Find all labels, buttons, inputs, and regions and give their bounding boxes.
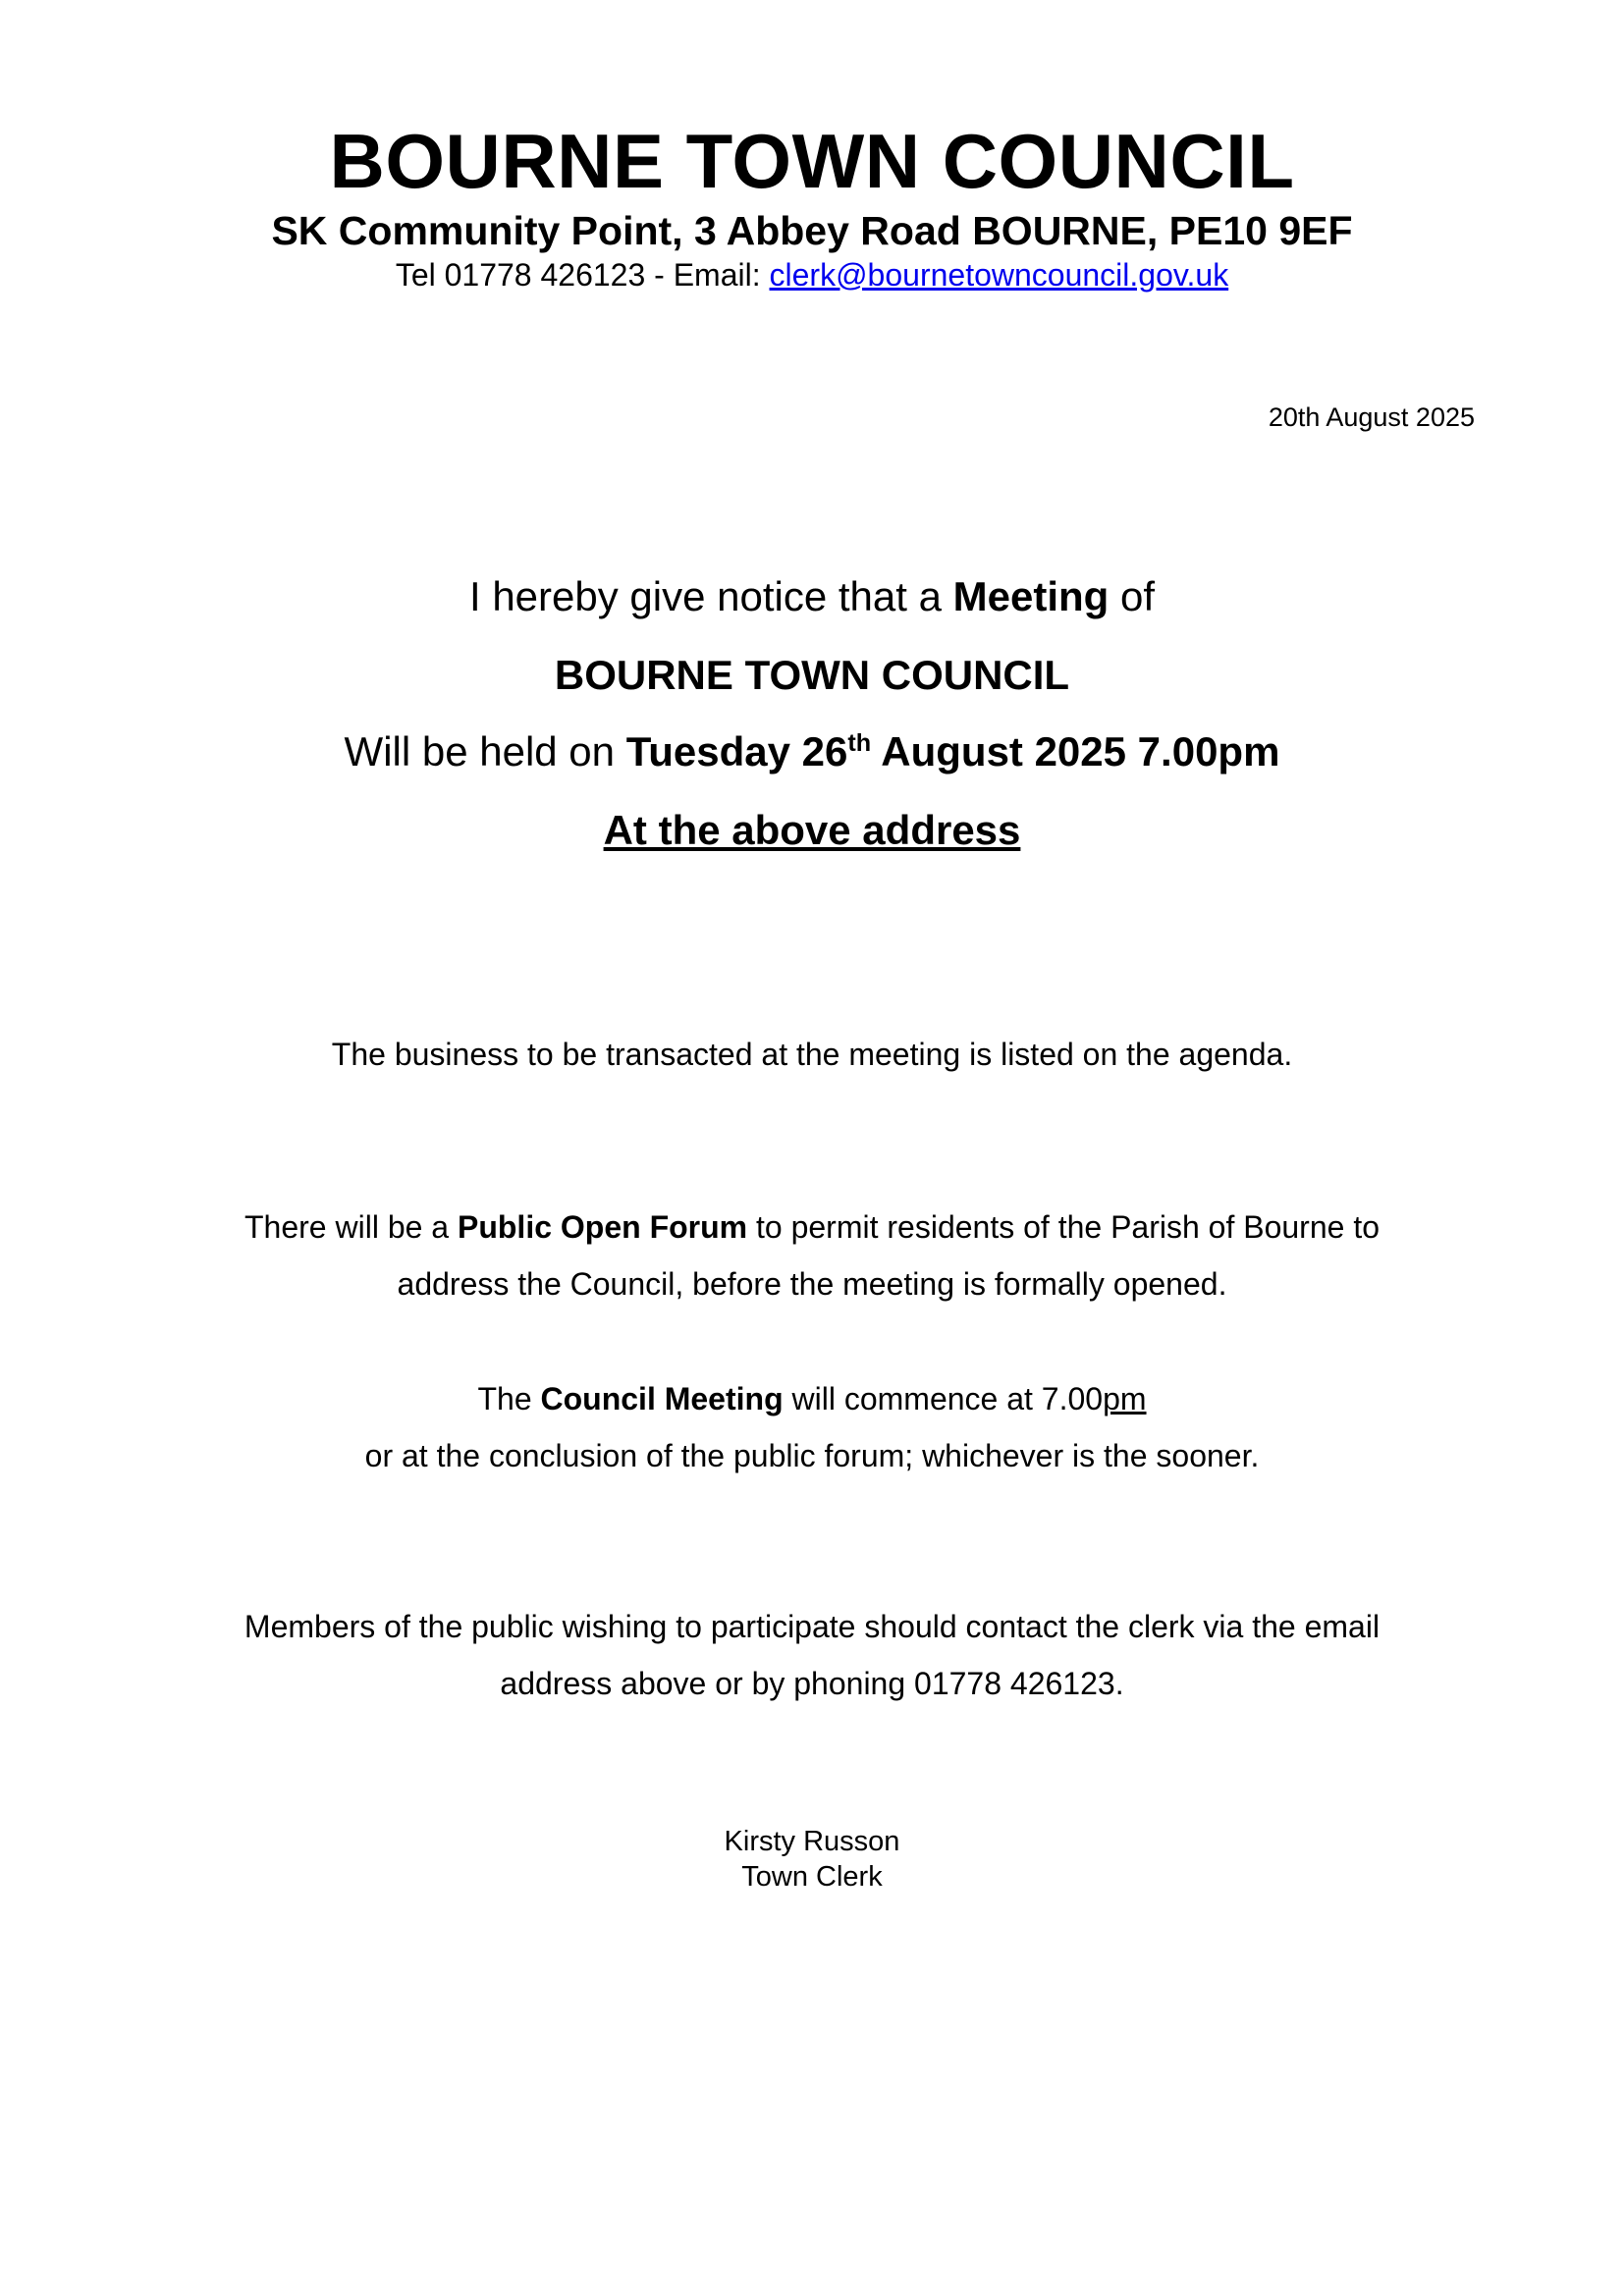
notice-line-1	[0, 571, 1624, 622]
forum-post: to permit residents of the Parish of Bourne to	[747, 1209, 1380, 1245]
notice-line-1-post: of	[1109, 573, 1155, 619]
notice-line-3-pre: Will be held on	[344, 728, 626, 774]
contact-line	[0, 255, 1624, 294]
signatory-role: Town Clerk	[741, 1861, 883, 1893]
meeting-pre: The	[477, 1381, 541, 1416]
meeting-pm: pm	[1103, 1381, 1147, 1416]
notice-meeting-day	[626, 728, 1280, 774]
notice-location: At the above address	[603, 807, 1021, 853]
meeting-start-line-1	[0, 1379, 1624, 1418]
signatory-name: Kirsty Russon	[724, 1826, 900, 1857]
members-line-1: Members of the public wishing to participate should contact the clerk via the email	[244, 1609, 1380, 1644]
notice-date-time: August 2025 7.00pm	[871, 728, 1280, 774]
council-title: BOURNE TOWN COUNCIL	[329, 118, 1295, 204]
forum-line-1	[0, 1207, 1624, 1247]
notice-date: 20th August 2025	[1268, 402, 1475, 432]
meeting-name: Council Meeting	[540, 1381, 784, 1416]
forum-pre: There will be a	[244, 1209, 458, 1245]
council-address: SK Community Point, 3 Abbey Road BOURNE, PE10 9EF	[271, 208, 1353, 253]
notice-meeting-word: Meeting	[952, 573, 1110, 619]
meeting-start-line-2: or at the conclusion of the public forum; whichever is the sooner.	[364, 1438, 1260, 1473]
notice-day-suffix: th	[847, 729, 872, 757]
meeting-mid: will commence at 7.00	[783, 1381, 1104, 1416]
forum-line-2: address the Council, before the meeting is formally opened.	[397, 1266, 1227, 1302]
email-link[interactable]: clerk@bournetowncouncil.gov.uk	[769, 257, 1229, 293]
notice-line-3	[0, 726, 1624, 777]
forum-name: Public Open Forum	[457, 1209, 748, 1245]
contact-tel-label: Tel 01778 426123 - Email:	[395, 257, 770, 293]
notice-day-text: Tuesday 26	[625, 728, 848, 774]
agenda-text: The business to be transacted at the meeting is listed on the agenda.	[331, 1037, 1293, 1072]
members-line-2: address above or by phoning 01778 426123.	[500, 1666, 1124, 1701]
notice-council-name: BOURNE TOWN COUNCIL	[554, 652, 1070, 698]
notice-line-1-pre: I hereby give notice that a	[468, 573, 953, 619]
